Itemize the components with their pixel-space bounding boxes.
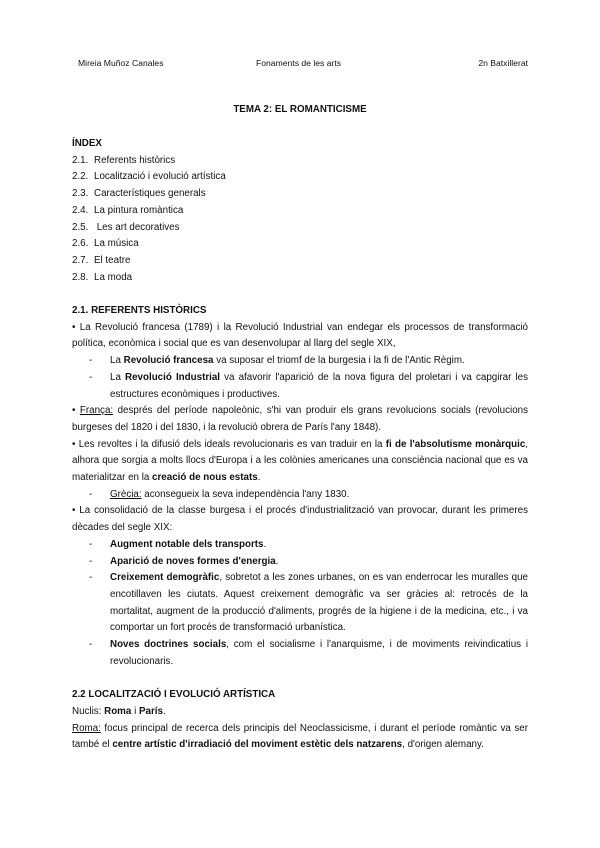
section-heading-referents: 2.1. REFERENTS HISTÒRICS	[72, 305, 207, 317]
index-item: 2.4. La pintura romàntica	[72, 204, 184, 216]
index-list	[72, 153, 528, 287]
index-item: 2.6. La música	[72, 238, 139, 250]
page-header	[72, 58, 528, 72]
paragraph: • La consolidació de la classe burgesa i el procés d'industrialització van provocar, durant les primeres dècades del segle XIX:	[72, 505, 528, 534]
paragraph: • La Revolució francesa (1789) i la Revolució Industrial van endegar els processos de transformació política, econòmica i social que es van desenvolupar al llarg del segle XIX,	[72, 321, 528, 350]
dash-list-item: - La Revolució Industrial va afavorir l'aparició de la nova figura del proletari i va capgirar les estructures econòmiques i productives.	[89, 371, 529, 400]
index-item: 2.3. Característiques generals	[72, 188, 206, 200]
index-item: 2.8. La moda	[72, 271, 133, 283]
index-item: 2.7. El teatre	[72, 254, 131, 266]
dash-list-item: - Creixement demogràfic, sobretot a les zones urbanes, on es van enderrocar les muralles que encotillaven les ciutats. Aquest creixement demogràfic va ser gràcies al: retrocés de la mortalitat, augment de la producció d'aliments, progrés de la higiene i de la medicina, etc., i va comportar un fort procés de transformació urbanística.	[89, 572, 528, 634]
header-author: Mireia Muñoz Canales	[78, 58, 164, 68]
index-item: 2.1. Referents històrics	[72, 154, 176, 166]
document-body	[72, 136, 528, 754]
paragraph-roma: Roma: focus principal de recerca dels principis del Neoclassicisme, i durant el període romàntic va ser també el centre artístic d'irradiació del moviment estètic dels natzarens, d'origen alemany.	[72, 722, 528, 751]
paragraph: • Les revoltes i la difusió dels ideals revolucionaris es van traduir en la fi de l'absolutisme monàrquic, alhora que sorgia a molts llocs d'Europa i a les colònies americanes una consciència nacional que es va materialitzar en la creació de nous estats.	[72, 438, 528, 484]
paragraph-nuclis: Nuclis: Roma i París.	[72, 705, 166, 717]
index-heading: ÍNDEX	[72, 138, 102, 149]
dash-list-item: - Augment notable dels transports.	[89, 538, 267, 550]
dash-list-item: - Noves doctrines socials, com el socialisme i l'anarquisme, i de moviments reivindicatius i revolucionaris.	[89, 639, 528, 667]
header-subject: Fonaments de les arts	[256, 58, 342, 68]
paragraph: • França: després del període napoleònic, s'hi van produir els grans revolucions socials (revolucions burgeses del 1820 i del 1830, i la revolució obrera de París l'any 1848).	[72, 405, 528, 433]
dash-list-item: - La Revolució francesa va suposar el triomf de la burgesia i la fi de l'Antic Règim.	[89, 355, 465, 367]
section-heading-localitzacio: 2.2 LOCALITZACIÓ I EVOLUCIÓ ARTÍSTICA	[72, 689, 276, 701]
index-item: 2.5. Les art decoratives	[72, 221, 180, 233]
header-course: 2n Batxillerat	[478, 58, 528, 68]
document-title: TEMA 2: EL ROMANTICISME	[233, 104, 367, 115]
index-item: 2.2. Localització i evolució artística	[72, 171, 226, 183]
dash-list-item: - Aparició de noves formes d'energia.	[89, 555, 279, 567]
dash-list-item: - Grècia: aconsegueix la seva independència l'any 1830.	[89, 488, 350, 500]
